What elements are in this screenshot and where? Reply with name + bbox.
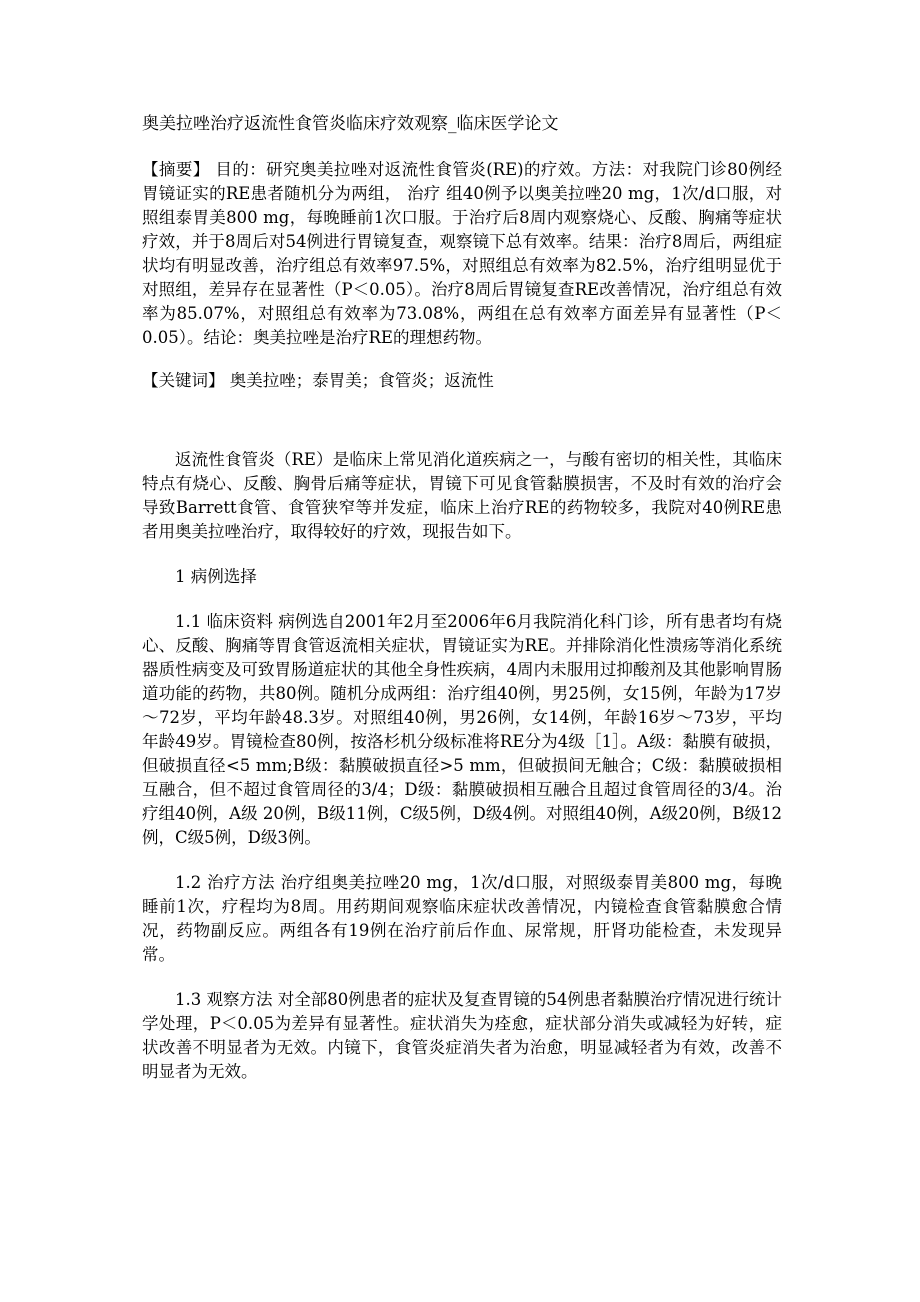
document-page — [142, 112, 782, 1105]
paragraph-treatment-method: 1.2 治疗方法 治疗组奥美拉唑20 mg，1次/d口服，对照级泰胃美800 mg，每晚睡前1次，疗程均为8周。用药期间观察临床症状改善情况，内镜检查食管黏膜愈合情况，药物副反应。两组各有19例在治疗前后作血、尿常规，肝肾功能检查，未发现异常。 — [142, 873, 782, 964]
paragraph-observation-method: 1.3 观察方法 对全部80例患者的症状及复查胃镜的54例患者黏膜治疗情况进行统计学处理，P＜0.05为差异有显著性。症状消失为痊愈，症状部分消失或减轻为好转，症状改善不明显者为无效。内镜下，食管炎症消失者为治愈，明显减轻者为有效，改善不明显者为无效。 — [142, 990, 782, 1081]
document-title: 奥美拉唑治疗返流性食管炎临床疗效观察_临床医学论文 — [142, 114, 559, 134]
keywords-section — [142, 369, 782, 393]
paragraph-clinical-data: 1.1 临床资料 病例选自2001年2月至2006年6月我院消化科门诊，所有患者均有烧心、反酸、胸痛等胃食管返流相关症状，胃镜证实为RE。并排除消化性溃疡等消化系统器质性病变及可致胃肠道症状的其他全身性疾病，4周内未服用过抑酸剂及其他影响胃肠道功能的药物，共80例。随机分成两组：治疗组40例，男25例，女15例，年龄为17岁～72岁，平均年龄48.3岁。对照组40例，男26例，女14例，年龄16岁～73岁，平均年龄49岁。胃镜检查80例，按洛杉机分级标准将RE分为4级［1］。A级：黏膜有破损，但破损直径<5 mm;B级：黏膜破损直径>5 mm，但破损间无触合；C级：黏膜破损相互融合，但不超过食管周径的3/4；D级：黏膜破损相互融合且超过食管周径的3/4。治疗组40例，A级 20例，B级11例，C级5例，D级4例。对照组40例，A级20例，B级12例，C级5例，D级3例。 — [142, 612, 782, 847]
keywords-label: 【关键词】 — [142, 371, 225, 390]
abstract-label: 【摘要】 — [142, 160, 210, 179]
abstract-section — [142, 158, 782, 350]
intro-paragraph: 返流性食管炎（RE）是临床上常见消化道疾病之一，与酸有密切的相关性，其临床特点有烧心、反酸、胸骨后痛等症状，胃镜下可见食管黏膜损害，不及时有效的治疗会导致Barrett食管、食管狭窄等并发症，临床上治疗RE的药物较多，我院对40例RE患者用奥美拉唑治疗，取得较好的疗效，现报告如下。 — [142, 450, 782, 541]
section-heading-case-selection: 1 病例选择 — [175, 567, 257, 586]
abstract-text: 目的：研究奥美拉唑对返流性食管炎(RE)的疗效。方法：对我院门诊80例经胃镜证实的RE患者随机分为两组， 治疗 组40例予以奥美拉唑20 mg，1次/d口服，对照组泰胃美800 mg，每晚睡前1次口服。于治疗后8周内观察烧心、反酸、胸痛等症状疗效，并于8周后对54例进行胃镜复查，观察镜下总有效率。结果：治疗8周后，两组症状均有明显改善，治疗组总有效率97.5%，对照组总有效率为82.5%，治疗组明显优于对照组，差异存在显著性（P＜0.05）。治疗8周后胃镜复查RE改善情况，治疗组总有效率为85.07%，对照组总有效率为73.08%，两组在总有效率方面差异有显著性（P＜0.05）。结论：奥美拉唑是治疗RE的理想药物。 — [142, 160, 782, 347]
keywords-text: 奥美拉唑；泰胃美；食管炎；返流性 — [224, 371, 494, 390]
